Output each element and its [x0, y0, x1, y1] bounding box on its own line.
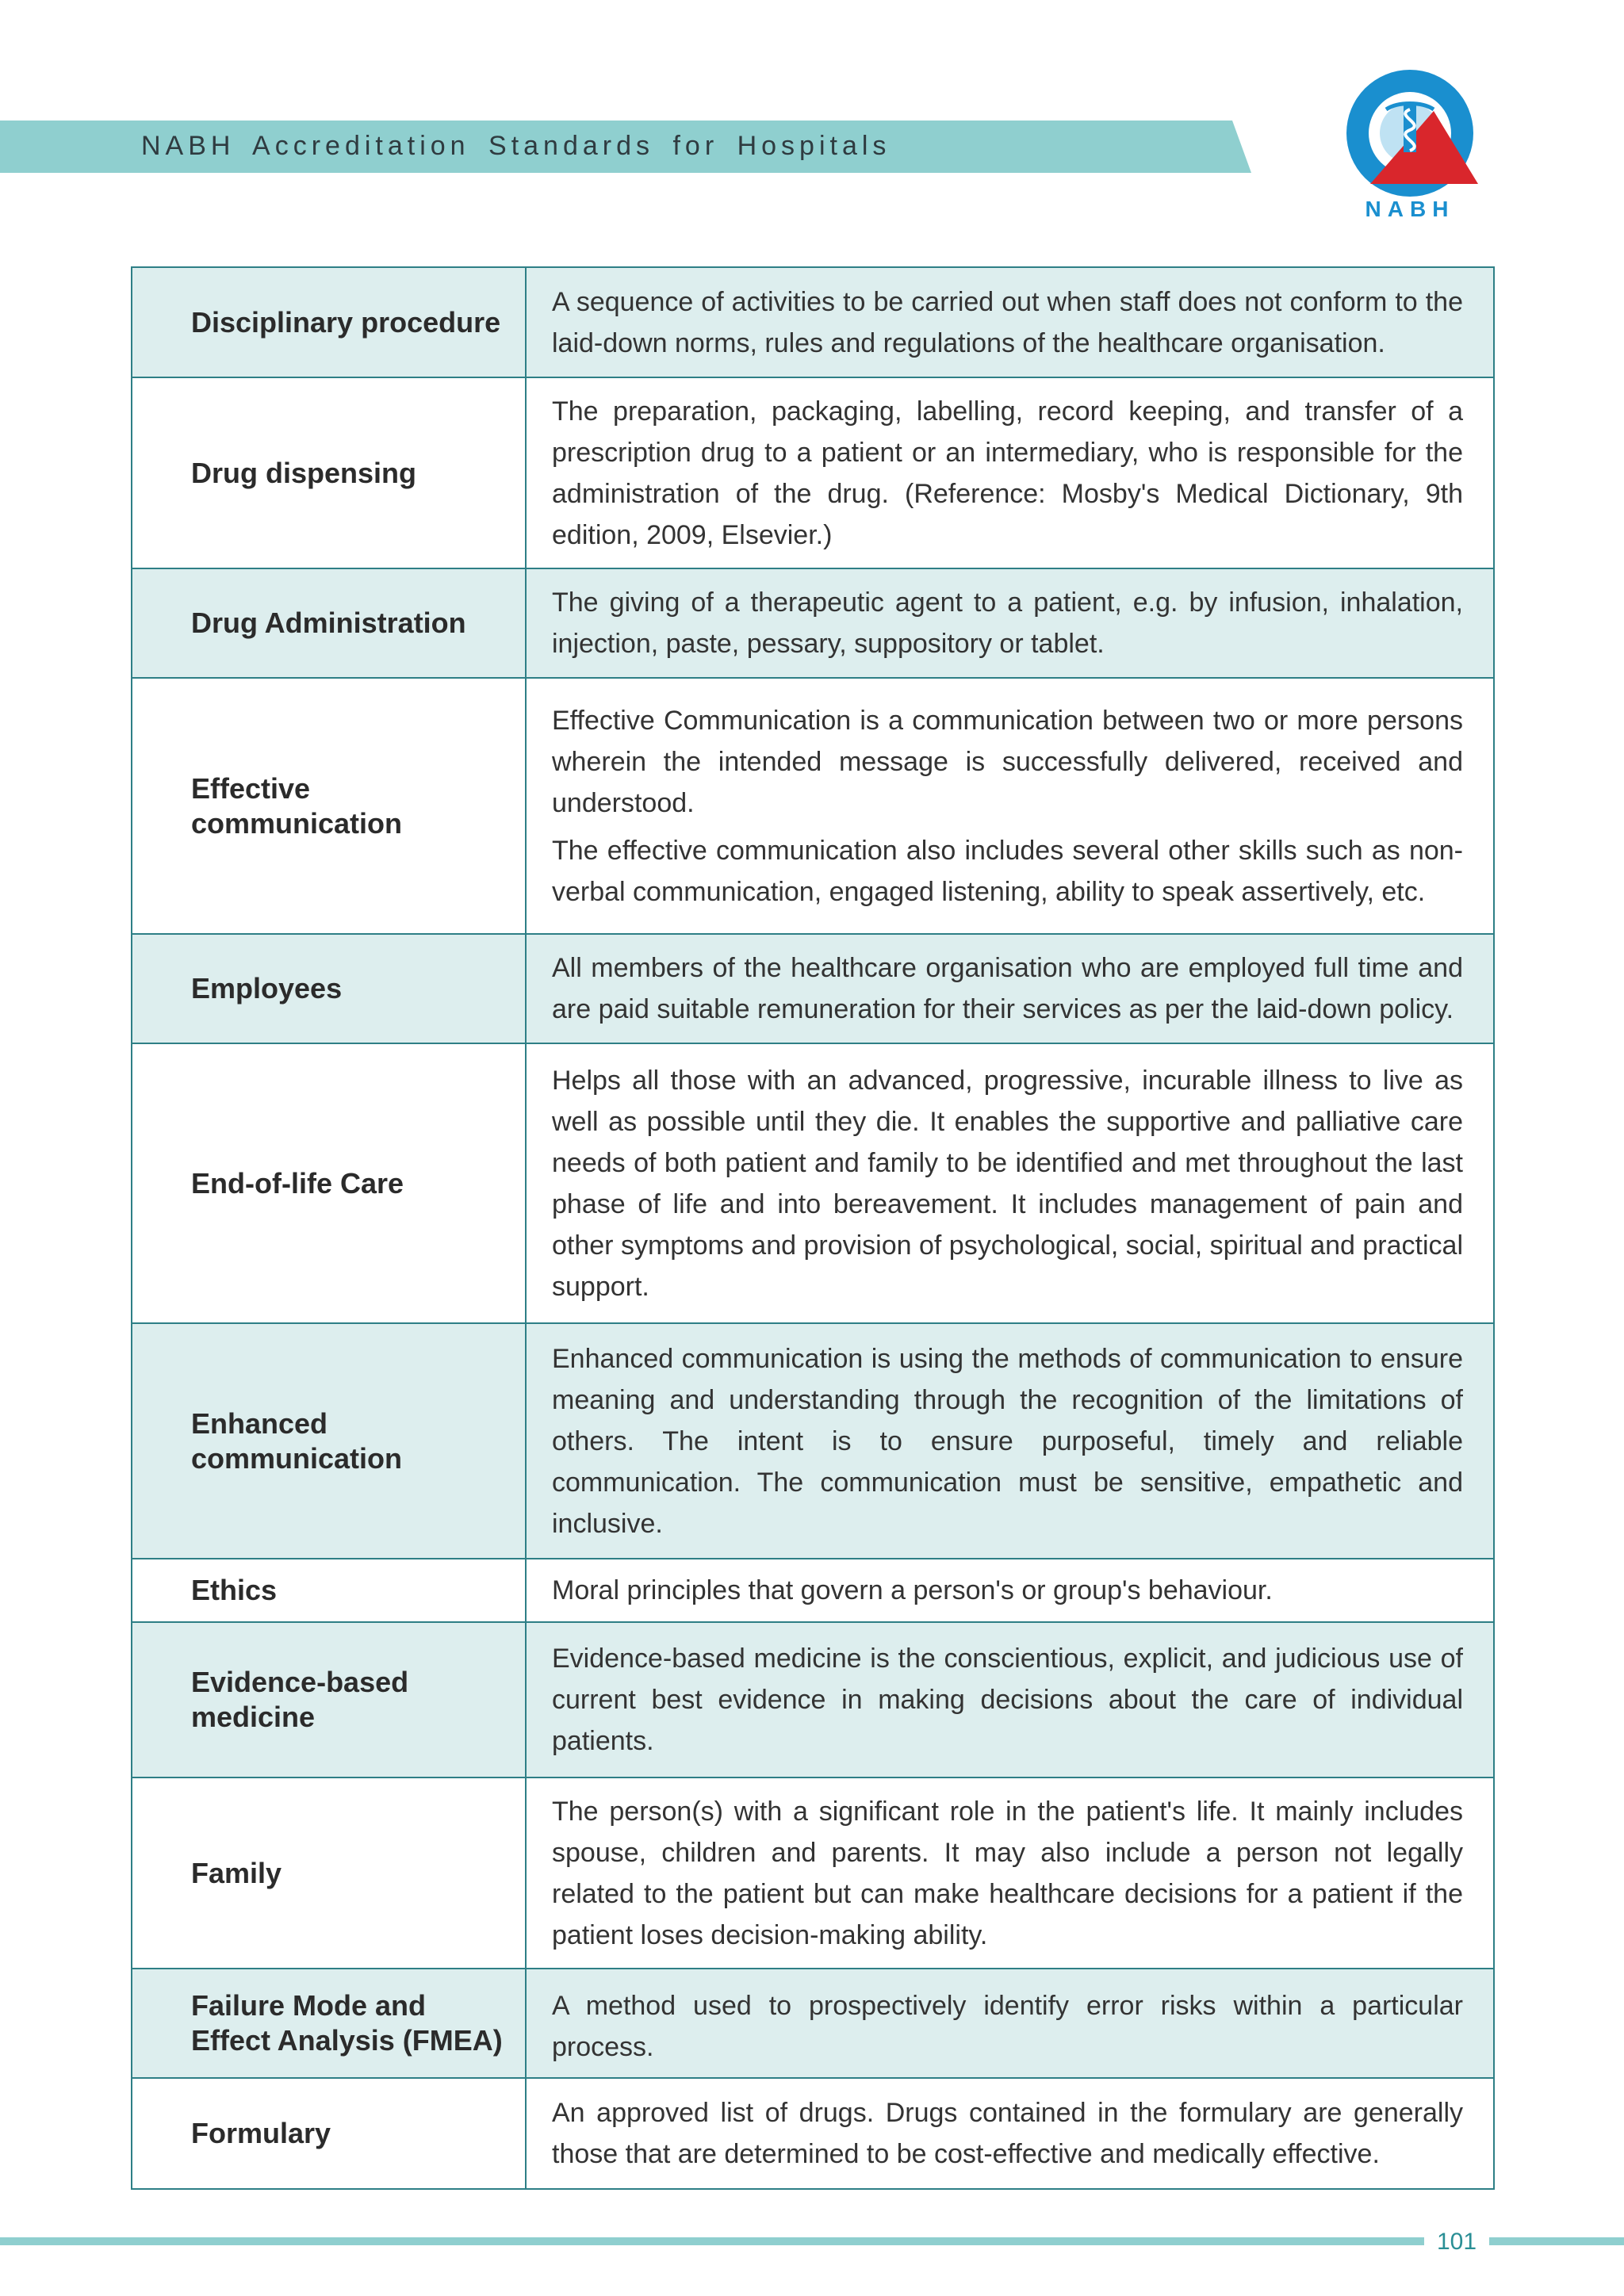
- glossary-table: [131, 266, 1495, 2190]
- definition-text: Evidence-based medicine is the conscientious, explicit, and judicious use of current best evidence in making decisions about the care of individual patients.: [552, 1644, 1463, 1756]
- logo-text: NABH: [1365, 197, 1455, 221]
- definition-cell: [526, 1323, 1494, 1559]
- definition-cell: [526, 377, 1494, 568]
- definition-text: Enhanced communication is using the methods of communication to ensure meaning and understanding through the recognition of the limitations of others. The intent is to ensure purposeful, timely and reliable communication. The communication must be sensitive, empathetic and inclusive.: [552, 1343, 1463, 1539]
- term-cell: Drug dispensing: [132, 377, 526, 568]
- definition-text: An approved list of drugs. Drugs contained in the formulary are generally those that are determined to be cost-effective and medically effective.: [552, 2098, 1463, 2169]
- term-cell: Enhanced communication: [132, 1323, 526, 1559]
- definition-text: Effective Communication is a communication between two or more persons wherein the intended message is successfully delivered, received and understood.: [552, 705, 1463, 818]
- definition-text: A sequence of activities to be carried out when staff does not conform to the laid-down norms, rules and regulations of the healthcare organisation.: [552, 286, 1463, 358]
- definition-cell: [526, 1969, 1494, 2078]
- definition-text: The giving of a therapeutic agent to a patient, e.g. by infusion, inhalation, injection, paste, pessary, suppository or tablet.: [552, 587, 1463, 659]
- definition-text: Moral principles that govern a person's or group's behaviour.: [552, 1575, 1273, 1605]
- term-cell: Disciplinary procedure: [132, 267, 526, 377]
- table-row: [132, 1043, 1494, 1323]
- table-row: [132, 1969, 1494, 2078]
- table-row: [132, 934, 1494, 1043]
- term-cell: Family: [132, 1777, 526, 1969]
- definition-cell: [526, 2078, 1494, 2189]
- term-cell: Drug Administration: [132, 568, 526, 678]
- table-row: [132, 678, 1494, 934]
- definition-cell: [526, 1043, 1494, 1323]
- definition-cell: [526, 1559, 1494, 1622]
- table-row: [132, 568, 1494, 678]
- definition-cell: [526, 678, 1494, 934]
- definition-cell: [526, 934, 1494, 1043]
- table-row: [132, 1777, 1494, 1969]
- term-cell: Employees: [132, 934, 526, 1043]
- table-row: [132, 2078, 1494, 2189]
- definition-text: All members of the healthcare organisation who are employed full time and are paid suitable remuneration for their services as per the laid-down policy.: [552, 953, 1463, 1024]
- definition-text: Helps all those with an advanced, progressive, incurable illness to live as well as possible until they die. It enables the supportive and palliative care needs of both patient and family to be identified and met throughout the last phase of life and into bereavement. It includes management of pain and other symptoms and provision of psychological, social, spiritual and practical support.: [552, 1065, 1463, 1302]
- definition-cell: [526, 267, 1494, 377]
- definition-text: The effective communication also includes several other skills such as non-verbal communication, engaged listening, ability to speak assertively, etc.: [552, 835, 1463, 907]
- footer-rule: [1489, 2237, 1624, 2245]
- definition-text: A method used to prospectively identify error risks within a particular process.: [552, 1991, 1463, 2062]
- term-cell: Evidence-based medicine: [132, 1622, 526, 1777]
- definition-cell: [526, 568, 1494, 678]
- term-cell: Effective communication: [132, 678, 526, 934]
- definition-cell: [526, 1777, 1494, 1969]
- footer-rule: [0, 2237, 1424, 2245]
- document-title: NABH Accreditation Standards for Hospitals: [141, 131, 891, 161]
- page-number: 101: [1436, 2229, 1477, 2255]
- term-cell: End-of-life Care: [132, 1043, 526, 1323]
- table-row: [132, 267, 1494, 377]
- definition-cell: [526, 1622, 1494, 1777]
- definition-text: The person(s) with a significant role in the patient's life. It mainly includes spouse, children and parents. It may also include a person not legally related to the patient but can make healthcare decisions for a patient if the patient loses decision-making ability.: [552, 1796, 1463, 1950]
- term-cell: Ethics: [132, 1559, 526, 1622]
- table-row: [132, 1323, 1494, 1559]
- table-row: [132, 377, 1494, 568]
- term-cell: Formulary: [132, 2078, 526, 2189]
- table-row: [132, 1559, 1494, 1622]
- table-row: [132, 1622, 1494, 1777]
- definition-text: The preparation, packaging, labelling, record keeping, and transfer of a prescription drug to a patient or an intermediary, who is responsible for the administration of the drug. (Reference: Mosby's Medical Dictionary, 9th edition, 2009, Elsevier.): [552, 396, 1463, 550]
- term-cell: Failure Mode and Effect Analysis (FMEA): [132, 1969, 526, 2078]
